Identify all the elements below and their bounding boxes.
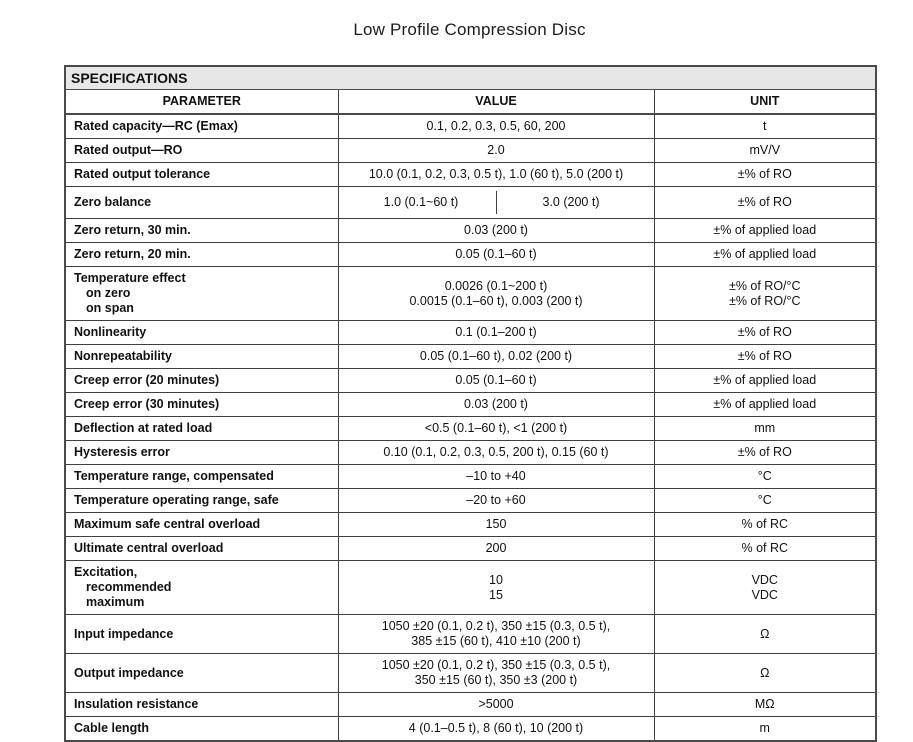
parameter-cell: Temperature operating range, safe bbox=[65, 489, 338, 513]
parameter-cell bbox=[65, 561, 338, 615]
value-cell: 4 (0.1–0.5 t), 8 (60 t), 10 (200 t) bbox=[338, 717, 654, 742]
value-cell: 10.0 (0.1, 0.2, 0.3, 0.5 t), 1.0 (60 t), 5.0 (200 t) bbox=[338, 163, 654, 187]
parameter-cell: Nonrepeatability bbox=[65, 345, 338, 369]
unit-cell: ±% of applied load bbox=[654, 219, 876, 243]
parameter-cell: Zero balance bbox=[65, 187, 338, 219]
unit-cell: ±% of applied load bbox=[654, 369, 876, 393]
value-cell: 0.05 (0.1–60 t) bbox=[338, 369, 654, 393]
table-row bbox=[65, 561, 876, 615]
value-line: 385 ±15 (60 t), 410 ±10 (200 t) bbox=[411, 634, 581, 648]
parameter-cell: Rated capacity—RC (Emax) bbox=[65, 114, 338, 139]
parameter-cell: Nonlinearity bbox=[65, 321, 338, 345]
value-cell: 0.05 (0.1–60 t), 0.02 (200 t) bbox=[338, 345, 654, 369]
table-row bbox=[65, 267, 876, 321]
parameter-subline: on zero bbox=[86, 286, 131, 300]
unit-line: ±% of RO/°C bbox=[728, 278, 801, 293]
parameter-line: Temperature effect bbox=[74, 271, 186, 285]
value-cell: 0.10 (0.1, 0.2, 0.3, 0.5, 200 t), 0.15 (60 t) bbox=[338, 441, 654, 465]
unit-cell: ±% of RO bbox=[654, 345, 876, 369]
unit-cell: % of RC bbox=[654, 513, 876, 537]
value-line: 1050 ±20 (0.1, 0.2 t), 350 ±15 (0.3, 0.5 t), bbox=[381, 619, 611, 633]
table-row bbox=[65, 465, 876, 489]
parameter-line: Excitation, bbox=[74, 565, 138, 579]
unit-cell: t bbox=[654, 114, 876, 139]
value-cell bbox=[338, 615, 654, 654]
unit-cell: Ω bbox=[654, 654, 876, 693]
column-header-unit: UNIT bbox=[654, 90, 876, 115]
value-cell-split bbox=[338, 187, 654, 219]
parameter-cell: Rated output—RO bbox=[65, 139, 338, 163]
unit-cell: ±% of RO bbox=[654, 187, 876, 219]
table-row bbox=[65, 114, 876, 139]
column-header-parameter: PARAMETER bbox=[65, 90, 338, 115]
unit-line: VDC bbox=[751, 587, 778, 602]
table-row bbox=[65, 693, 876, 717]
parameter-cell: Zero return, 20 min. bbox=[65, 243, 338, 267]
table-column-header-row bbox=[65, 90, 876, 115]
value-cell bbox=[338, 561, 654, 615]
table-row bbox=[65, 187, 876, 219]
unit-cell: ±% of applied load bbox=[654, 393, 876, 417]
unit-cell: mV/V bbox=[654, 139, 876, 163]
unit-cell bbox=[654, 561, 876, 615]
value-cell: 200 bbox=[338, 537, 654, 561]
parameter-cell: Zero return, 30 min. bbox=[65, 219, 338, 243]
parameter-cell: Creep error (20 minutes) bbox=[65, 369, 338, 393]
value-cell: 0.1 (0.1–200 t) bbox=[338, 321, 654, 345]
unit-cell: Ω bbox=[654, 615, 876, 654]
value-cell: –10 to +40 bbox=[338, 465, 654, 489]
table-row bbox=[65, 345, 876, 369]
unit-cell: °C bbox=[654, 465, 876, 489]
parameter-cell: Output impedance bbox=[65, 654, 338, 693]
value-line: 1050 ±20 (0.1, 0.2 t), 350 ±15 (0.3, 0.5 t), bbox=[381, 658, 611, 672]
parameter-cell: Rated output tolerance bbox=[65, 163, 338, 187]
table-row bbox=[65, 489, 876, 513]
unit-cell: ±% of RO bbox=[654, 321, 876, 345]
parameter-cell: Maximum safe central overload bbox=[65, 513, 338, 537]
parameter-cell bbox=[65, 267, 338, 321]
table-row bbox=[65, 243, 876, 267]
value-cell bbox=[338, 654, 654, 693]
page-title: Low Profile Compression Disc bbox=[353, 20, 586, 39]
unit-cell: mm bbox=[654, 417, 876, 441]
value-cell: 0.03 (200 t) bbox=[338, 219, 654, 243]
value-line: 350 ±15 (60 t), 350 ±3 (200 t) bbox=[414, 673, 578, 687]
unit-cell: MΩ bbox=[654, 693, 876, 717]
parameter-subline: maximum bbox=[86, 595, 145, 609]
parameter-cell: Deflection at rated load bbox=[65, 417, 338, 441]
value-split-wrap bbox=[347, 191, 646, 214]
table-row bbox=[65, 321, 876, 345]
table-row bbox=[65, 441, 876, 465]
unit-cell: ±% of applied load bbox=[654, 243, 876, 267]
value-cell: <0.5 (0.1–60 t), <1 (200 t) bbox=[338, 417, 654, 441]
section-header: SPECIFICATIONS bbox=[65, 66, 876, 90]
value-line: 10 bbox=[489, 572, 503, 587]
value-cell: >5000 bbox=[338, 693, 654, 717]
parameter-cell: Ultimate central overload bbox=[65, 537, 338, 561]
parameter-cell: Cable length bbox=[65, 717, 338, 742]
unit-cell: % of RC bbox=[654, 537, 876, 561]
value-cell bbox=[338, 267, 654, 321]
value-cell-left: 1.0 (0.1~60 t) bbox=[347, 191, 497, 214]
table-row bbox=[65, 139, 876, 163]
parameter-cell: Temperature range, compensated bbox=[65, 465, 338, 489]
unit-cell: ±% of RO bbox=[654, 441, 876, 465]
parameter-cell: Input impedance bbox=[65, 615, 338, 654]
specifications-table bbox=[64, 65, 877, 742]
unit-cell: m bbox=[654, 717, 876, 742]
value-line: 0.0026 (0.1~200 t) bbox=[444, 278, 548, 293]
parameter-cell: Hysteresis error bbox=[65, 441, 338, 465]
value-cell: –20 to +60 bbox=[338, 489, 654, 513]
value-cell: 0.03 (200 t) bbox=[338, 393, 654, 417]
table-section-header-row bbox=[65, 66, 876, 90]
parameter-subline: on span bbox=[86, 301, 134, 315]
unit-cell: ±% of RO bbox=[654, 163, 876, 187]
table-row bbox=[65, 513, 876, 537]
parameter-cell: Insulation resistance bbox=[65, 693, 338, 717]
table-row bbox=[65, 654, 876, 693]
column-header-value: VALUE bbox=[338, 90, 654, 115]
table-row bbox=[65, 163, 876, 187]
value-line: 0.0015 (0.1–60 t), 0.003 (200 t) bbox=[409, 293, 583, 308]
table-row bbox=[65, 219, 876, 243]
unit-cell: °C bbox=[654, 489, 876, 513]
value-line: 15 bbox=[489, 587, 503, 602]
parameter-subline: recommended bbox=[86, 580, 172, 594]
value-cell-right: 3.0 (200 t) bbox=[542, 195, 600, 209]
parameter-cell: Creep error (30 minutes) bbox=[65, 393, 338, 417]
table-row bbox=[65, 615, 876, 654]
unit-line: ±% of RO/°C bbox=[728, 293, 801, 308]
value-cell: 2.0 bbox=[338, 139, 654, 163]
unit-cell bbox=[654, 267, 876, 321]
table-row bbox=[65, 417, 876, 441]
table-row bbox=[65, 537, 876, 561]
value-cell: 150 bbox=[338, 513, 654, 537]
table-row bbox=[65, 717, 876, 742]
value-cell: 0.1, 0.2, 0.3, 0.5, 60, 200 bbox=[338, 114, 654, 139]
table-row bbox=[65, 369, 876, 393]
unit-line: VDC bbox=[751, 572, 778, 587]
value-cell: 0.05 (0.1–60 t) bbox=[338, 243, 654, 267]
table-row bbox=[65, 393, 876, 417]
